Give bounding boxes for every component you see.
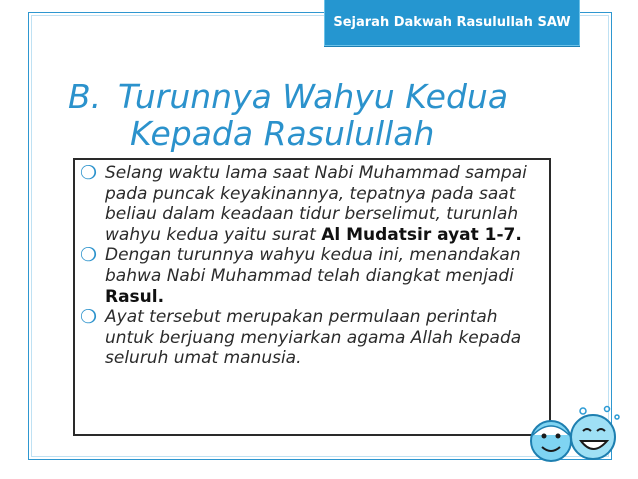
bullet-item-1	[80, 163, 550, 245]
title-line-2: Kepada Rasulullah	[130, 114, 435, 153]
bullet-arrow-icon: ❍	[80, 162, 98, 184]
header-tab	[324, 0, 580, 46]
bullet-arrow-icon: ❍	[80, 306, 98, 329]
bullet-item-3	[80, 307, 550, 369]
bullet-bold-2: Rasul.	[105, 286, 165, 307]
smiley-mascot-icon	[525, 405, 621, 465]
bullet-arrow-icon: ❍	[80, 244, 98, 267]
header-title: Sejarah Dakwah Rasulullah SAW	[333, 15, 571, 30]
bullet-bold-1: Al Mudatsir ayat 1-7.	[321, 224, 522, 245]
bullet-list	[80, 163, 550, 369]
bullet-item-2	[80, 245, 550, 307]
bullet-text-2: Dengan turunnya wahyu kedua ini, menandakan bahwa Nabi Muhammad telah diangkat menjadi	[105, 245, 521, 286]
bullet-text-1: Selang waktu lama saat Nabi Muhammad sampai pada puncak keyakinannya, tepatnya pada saat beliau dalam keadaan tidur berselimut, turunlah wahyu kedua yaitu surat	[105, 163, 527, 245]
bullet-text-3: Ayat tersebut merupakan permulaan perintah untuk berjuang menyiarkan agama Allah kepada seluruh umat manusia.	[105, 307, 522, 369]
title-line-1: Turunnya Wahyu Kedua	[118, 77, 509, 116]
slide-title	[68, 78, 588, 152]
title-letter: B.	[68, 77, 102, 116]
